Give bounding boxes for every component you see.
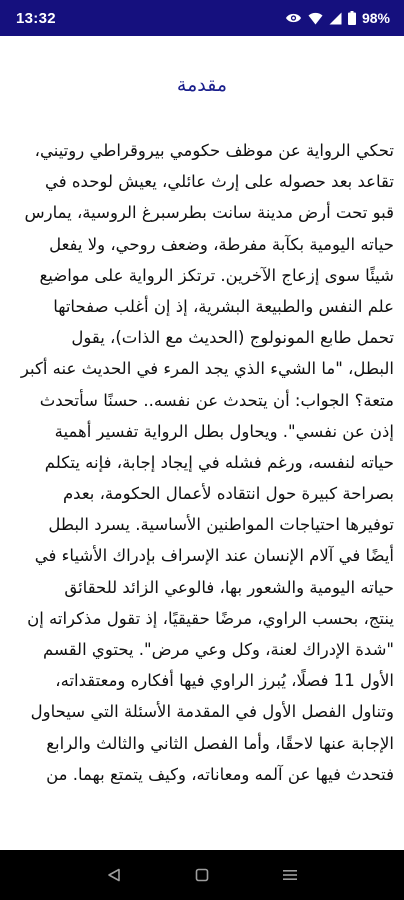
eye-icon — [285, 12, 302, 24]
recents-button[interactable] — [270, 855, 310, 895]
signal-icon — [329, 12, 342, 25]
text-line: بصراحة كبيرة حول انتقاده لأعمال الحكومة، بعدم — [62, 484, 394, 504]
home-icon — [195, 868, 209, 882]
battery-percent: 98% — [361, 10, 390, 26]
recents-icon — [282, 868, 298, 882]
status-time: 13:32 — [16, 9, 56, 27]
text-line: وتناول الفصل الأول في المقدمة الأسئلة التي سيحاول — [30, 702, 394, 722]
back-icon — [107, 868, 121, 882]
text-line: حياته اليومية والشعور بها، فالوعي الزائد للحقائق — [64, 577, 394, 597]
home-button[interactable] — [182, 855, 222, 895]
text-line: حياته لنفسه، ورغم فشله في إيجاد إجابة، فإنه يتكلم — [44, 452, 394, 472]
text-line: فتحدث فيها عن آلمه ومعاناته، وكيف يتمتع بهما. من — [46, 764, 394, 784]
text-line: "شدة الإدراك لعنة، وكل وعي مرض". يحتوي القسم — [43, 640, 394, 659]
text-line: تحمل طابع المونولوج (الحديث مع الذات)، يقول — [71, 328, 394, 348]
back-button[interactable] — [94, 855, 134, 895]
text-line: تقاعد بعد حصوله على إرث عائلي، يعيش لوحده في — [45, 172, 394, 192]
reader-content[interactable] — [0, 36, 404, 850]
text-line: متعة؟ الجواب: أن يتحدث عن نفسه.. حسنًا سأتحدث — [39, 390, 394, 410]
status-bar — [0, 0, 404, 36]
battery-icon — [348, 11, 356, 25]
text-line: أيضًا في آلام الإنسان عند الإسراف بإدراك الأشياء في — [34, 546, 394, 566]
status-icons — [285, 10, 390, 26]
text-line: البطل، "ما الشيء الذي يجد المرء في الحديث عنه أكبر — [20, 359, 394, 379]
wifi-icon — [308, 12, 323, 25]
navigation-bar — [0, 850, 404, 900]
text-line: توفيرها احتياجات المواطنين الأساسية. يسرد البطل — [48, 515, 394, 535]
text-line: تحكي الرواية عن موظف حكومي بيروقراطي روتيني، — [34, 141, 394, 160]
text-line: شيئًا سوى إزعاج الآخرين. ترتكز الرواية على مواضيع — [39, 265, 394, 285]
text-line: الإجابة عنها لاحقًا، وأما الفصل الثاني والثالث والرابع — [46, 733, 394, 753]
text-line: علم النفس والطبيعة البشرية، إذ إن أغلب صفحاتها — [53, 296, 394, 316]
text-line: إذن عن نفسي". ويحاول بطل الرواية تفسير أهمية — [54, 421, 394, 441]
text-line: الأول 11 فصلًا، يُبرز الراوي فيها أفكاره ومعتقداته، — [55, 671, 394, 691]
text-line: قبو تحت أرض مدينة سانت بطرسبرغ الروسية، يمارس — [24, 203, 394, 223]
text-line: حياته اليومية بكآبة مفرطة، وضعف روحي، ولا يفعل — [49, 234, 394, 254]
text-line: ينتج، بحسب الراوي، مرضًا حقيقيًا، إذ تقول مذكراته إن — [27, 608, 394, 628]
chapter-body — [12, 135, 394, 790]
chapter-title: مقدمة — [176, 74, 228, 96]
